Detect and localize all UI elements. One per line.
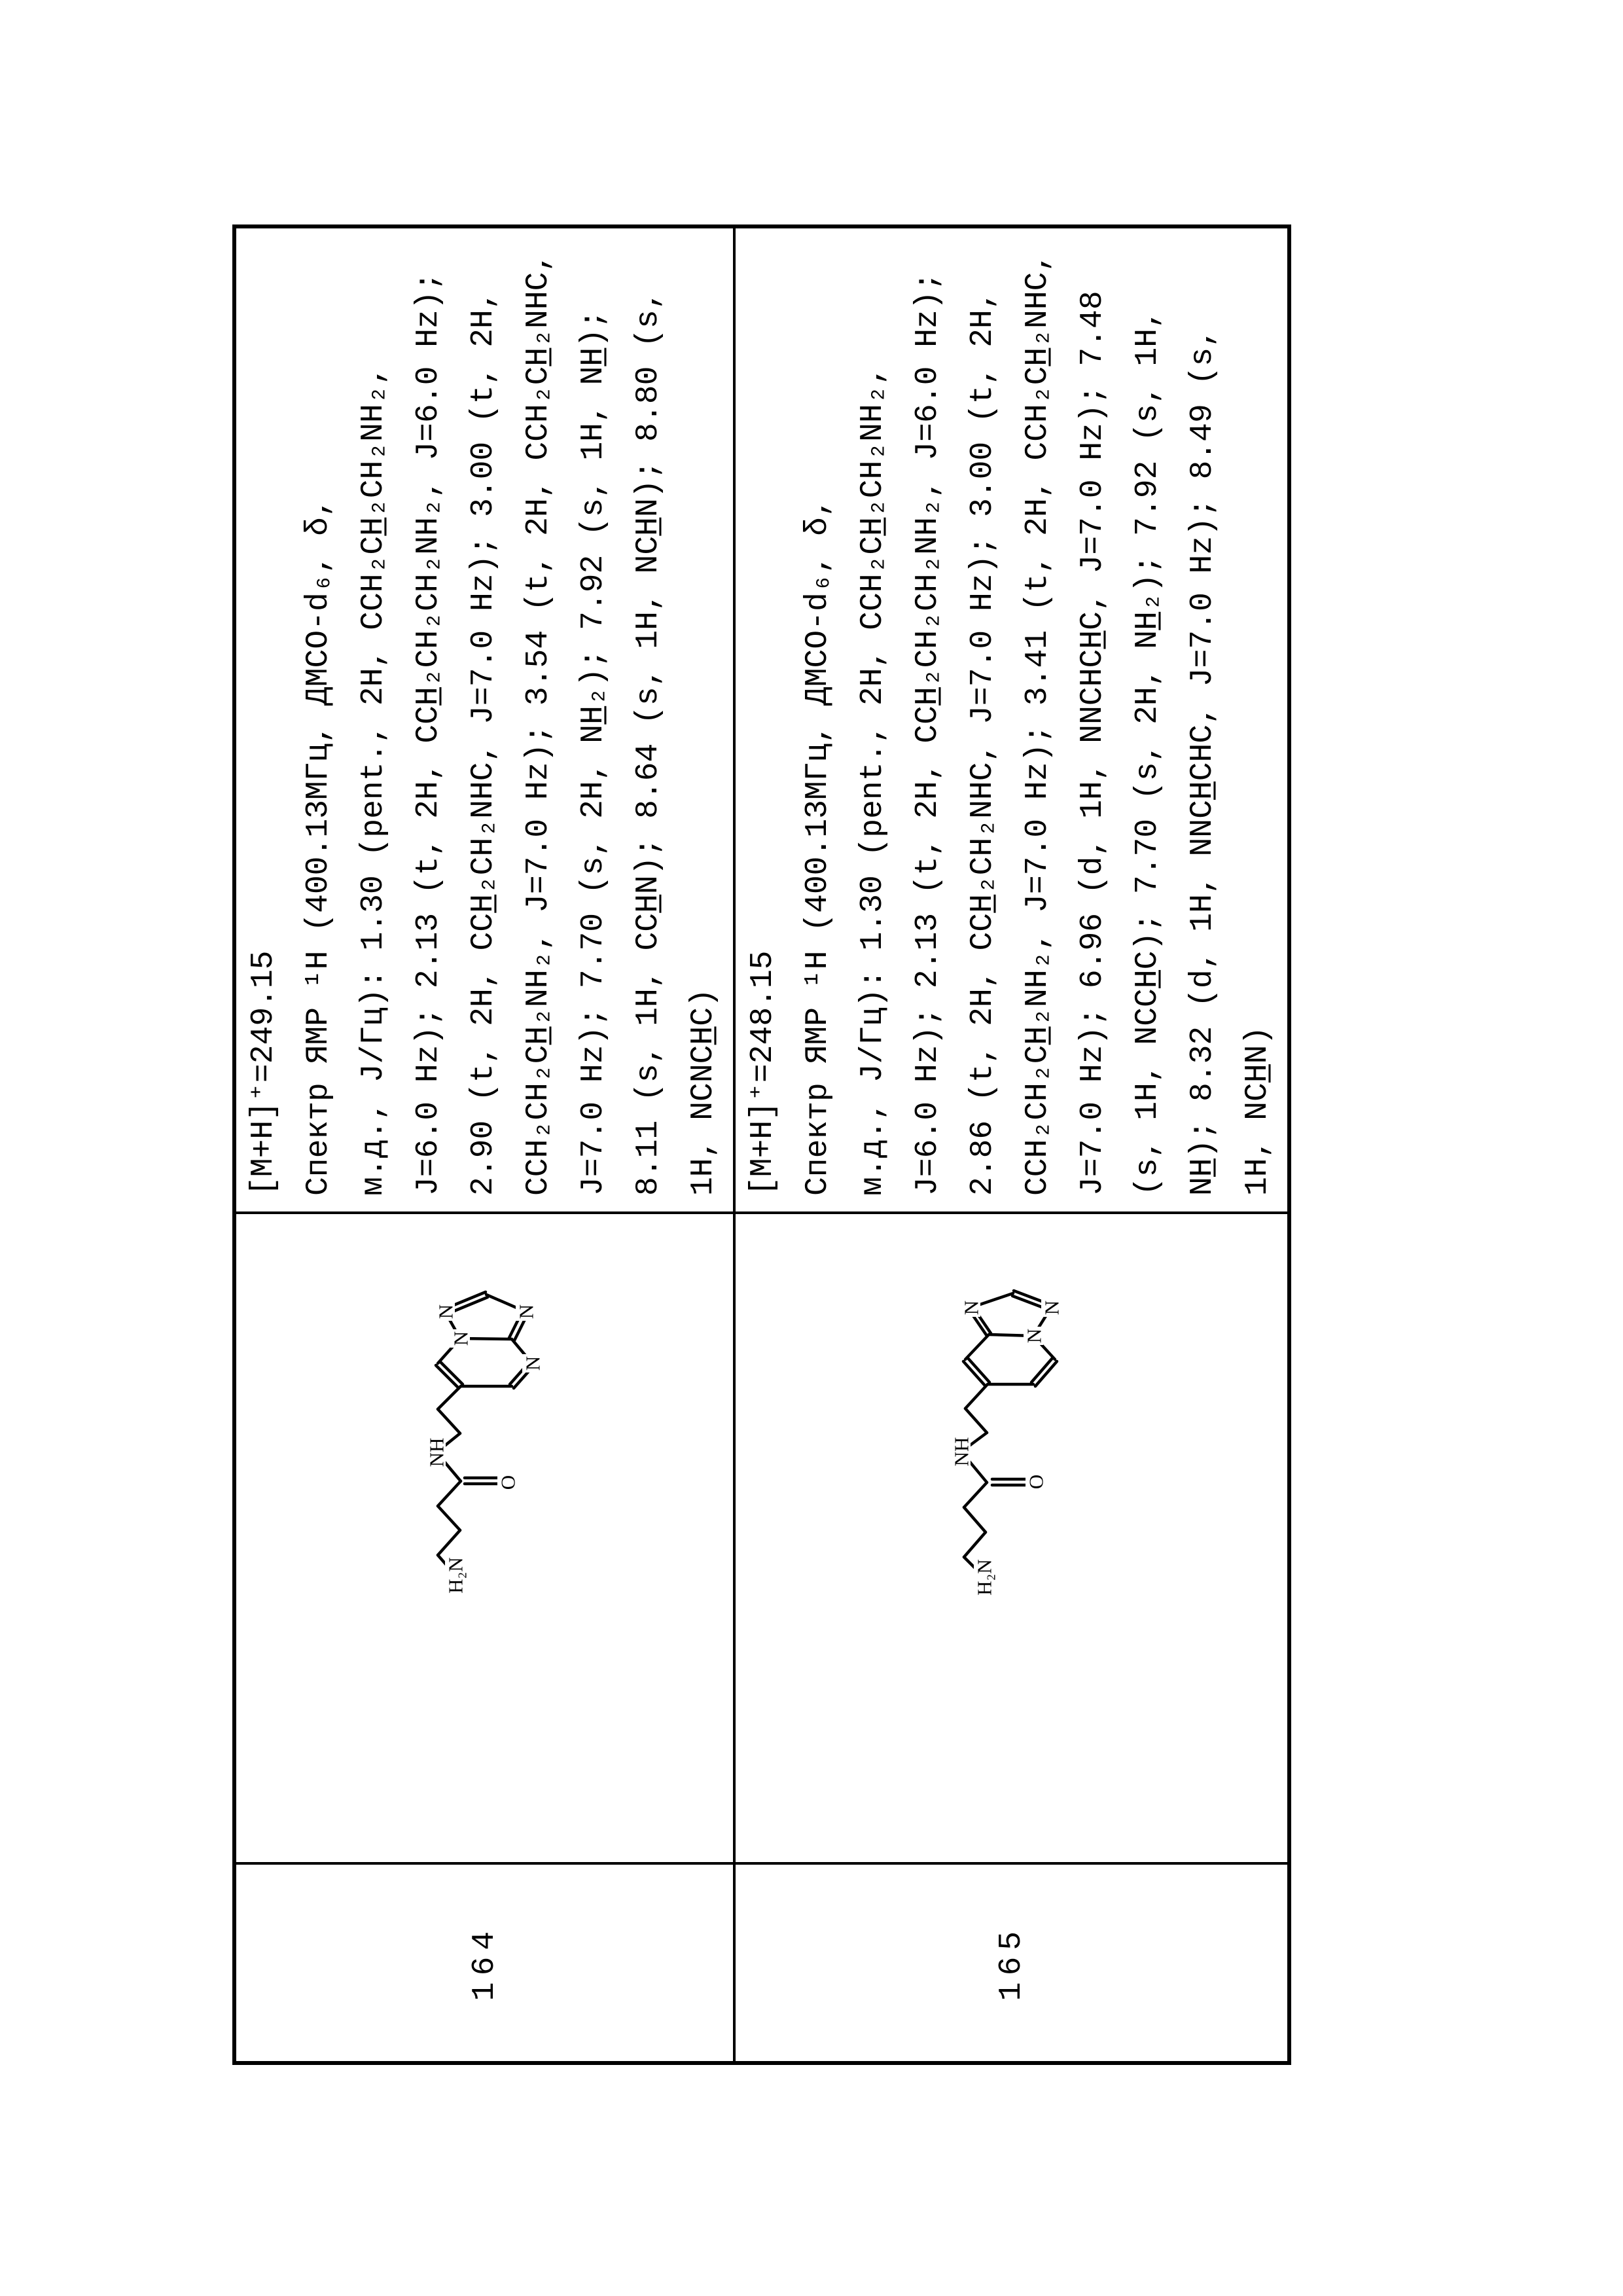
atom-label-nh: NH [425, 1437, 448, 1467]
structure-165-drawing [855, 1285, 1071, 1600]
atom-label-n: N [1022, 1328, 1046, 1344]
nmr-line: J=6.0 Hz); 2.13 (t, 2H, CCH̲₂CH₂CH₂NH₂, J=6.0 Hz); [910, 272, 946, 1196]
compound-table [232, 224, 1291, 2065]
spectrum-cell [736, 228, 1287, 1211]
compound-number: 164 [467, 1924, 503, 2001]
atom-label-h2n: H₂N [444, 1557, 467, 1594]
atom-label-n: N [514, 1304, 538, 1319]
compound-number: 165 [993, 1924, 1029, 2001]
nmr-line: м.д., J/Гц): 1.30 (pent., 2H, CCH₂CH̲₂CH₂NH₂, [356, 366, 391, 1196]
atom-label-nh: NH [950, 1437, 973, 1467]
structure-164-drawing [366, 1285, 550, 1600]
atom-label-o: O [496, 1475, 520, 1490]
atom-label-o: O [1024, 1474, 1048, 1490]
atom-label-n: N [521, 1355, 544, 1371]
nmr-line: [M+H]⁺=248.15 [745, 950, 781, 1196]
nmr-line: CCH₂CH₂CH̲₂NH₂, J=7.0 Hz); 3.54 (t, 2H, CCH₂CH̲₂NHC, [521, 253, 556, 1196]
nmr-line: [M+H]⁺=249.15 [246, 950, 281, 1196]
nmr-line: м.д., J/Гц): 1.30 (pent., 2H, CCH₂CH̲₂CH₂NH₂, [855, 366, 891, 1196]
nmr-line: 1H, NCNCH̲C) [686, 988, 721, 1196]
nmr-line: J=7.0 Hz); 7.70 (s, 2H, NH̲₂); 7.92 (s, 1H, NH̲); [576, 310, 611, 1196]
structure-cell [236, 1211, 736, 1862]
nmr-line: 2.90 (t, 2H, CCH̲₂CH₂NHC, J=7.0 Hz); 3.00 (t, 2H, [466, 291, 501, 1196]
nmr-line: CCH₂CH₂CH̲₂NH₂, J=7.0 Hz); 3.41 (t, 2H, CCH₂CH̲₂NHC, [1020, 253, 1056, 1196]
nmr-line: 2.86 (t, 2H, CCH̲₂CH₂NHC, J=7.0 Hz); 3.00 (t, 2H, [965, 291, 1001, 1196]
atom-label-h2n: H₂N [972, 1559, 996, 1596]
compound-number-cell [736, 1862, 1287, 2061]
atom-label-n: N [1040, 1300, 1063, 1316]
nmr-text-165 [736, 228, 1285, 1211]
nmr-line: 8.11 (s, 1H, CCH̲N); 8.64 (s, 1H, NCH̲N); 8.80 (s, [631, 291, 666, 1196]
spectrum-cell [236, 228, 736, 1211]
atom-label-n: N [959, 1300, 983, 1316]
atom-label-n: N [434, 1304, 457, 1319]
nmr-line: J=6.0 Hz); 2.13 (t, 2H, CCH̲₂CH₂CH₂NH₂, J=6.0 Hz); [411, 272, 446, 1196]
nmr-text-164 [236, 228, 731, 1211]
compound-number-cell [236, 1862, 736, 2061]
nmr-line: Спектр ЯМР ¹Н (400.13МГц, ДМСО-d₆, δ, [301, 498, 336, 1196]
nmr-line: J=7.0 Hz); 6.96 (d, 1H, NNCHCH̲C, J=7.0 Hz); 7.48 [1075, 291, 1111, 1196]
nmr-line: 1H, NCH̲N) [1240, 1026, 1275, 1196]
structure-cell [736, 1211, 1287, 1862]
compound-table-rotated [232, 224, 1291, 2065]
nmr-line: (s, 1H, NCCH̲C); 7.70 (s, 2H, NH̲₂); 7.92 (s, 1H, [1130, 310, 1166, 1196]
nmr-line: Спектр ЯМР ¹Н (400.13МГц, ДМСО-d₆, δ, [800, 498, 836, 1196]
nmr-line: NH̲); 8.32 (d, 1H, NNCH̲CHC, J=7.0 Hz); 8.49 (s, [1185, 328, 1221, 1196]
atom-label-n: N [449, 1331, 473, 1346]
